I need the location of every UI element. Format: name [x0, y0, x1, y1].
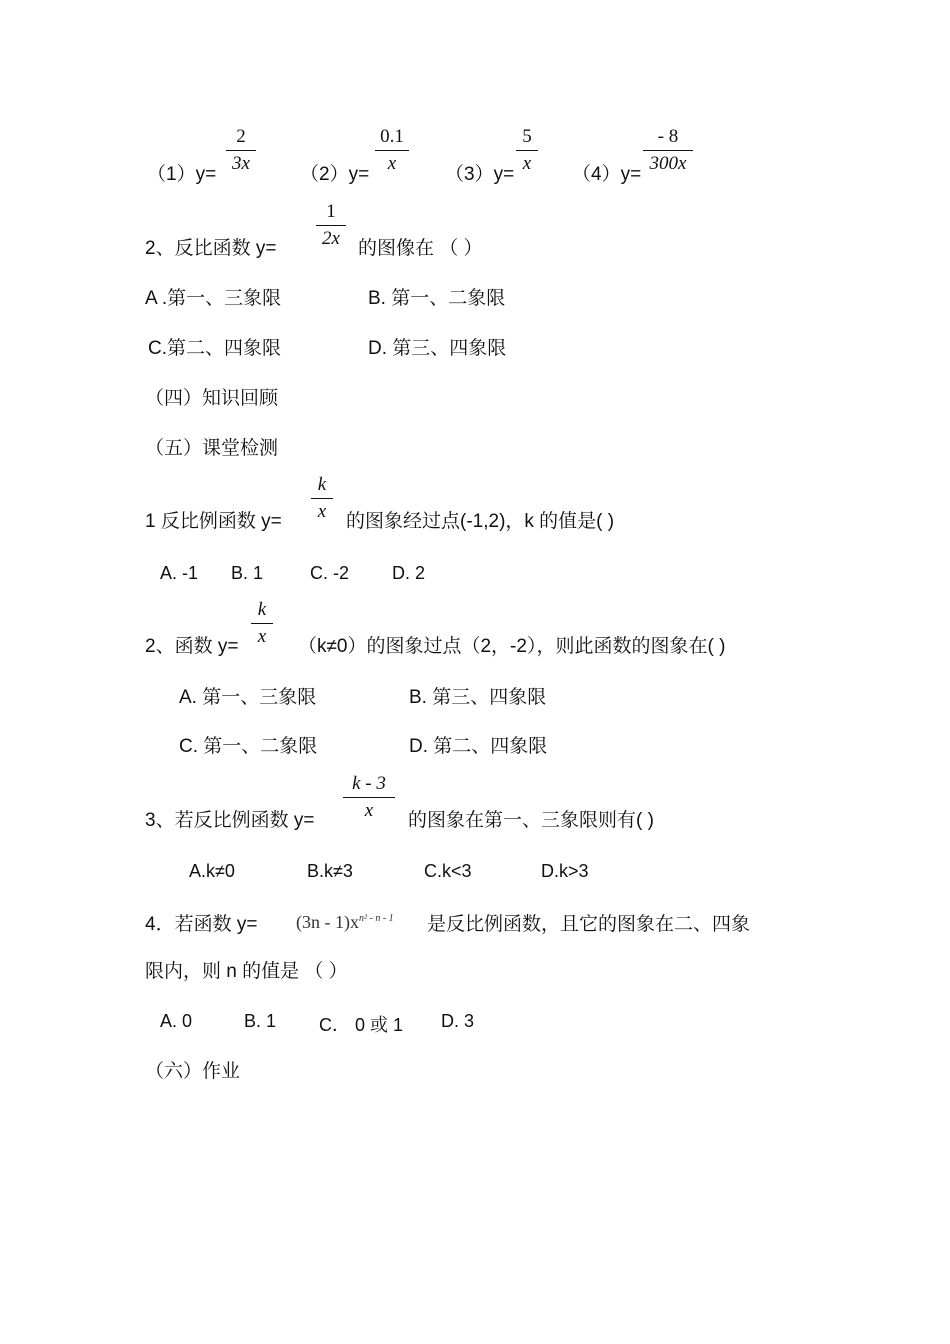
t1-option-b: B. 1	[231, 563, 264, 583]
t4-option-d: D. 3	[441, 1011, 475, 1031]
numerator: k - 3	[343, 773, 395, 798]
t2-option-c: C. 第一、二象限	[179, 736, 318, 757]
t3-option-c: C.k<3	[424, 861, 472, 881]
q1-item-1-fraction	[226, 126, 256, 175]
denominator: x	[317, 501, 327, 522]
t3-suffix: 的图象在第一、三象限则有( )	[408, 810, 654, 831]
q1-item-2-fraction	[375, 126, 409, 175]
t3-option-d: D.k>3	[541, 861, 589, 881]
t1-fraction	[311, 474, 333, 523]
denominator: x	[257, 626, 267, 647]
denominator: x	[364, 800, 374, 821]
denominator: x	[522, 153, 532, 174]
t2-option-d: D. 第二、四象限	[409, 736, 548, 757]
t4-option-c: C． 0 或 1	[319, 1015, 404, 1035]
q2-suffix: 的图像在 （ ）	[358, 238, 483, 259]
q1-item-2-label: （2）y=	[300, 164, 370, 185]
t1-suffix: 的图象经过点(-1,2)，k 的值是( )	[346, 511, 615, 532]
t1-option-a: A. -1	[160, 563, 199, 583]
section-heading-5: （五）课堂检测	[145, 438, 279, 459]
t2-option-a: A. 第一、三象限	[179, 687, 317, 708]
t4-line2: 限内，则 n 的值是 （ ）	[145, 961, 348, 982]
t4-option-b: B. 1	[244, 1011, 277, 1031]
t4-exponent: n² - n - 1	[358, 913, 394, 924]
q2-option-a: A .第一、三象限	[145, 288, 282, 309]
t3-option-b: B.k≠3	[307, 861, 353, 881]
q1-item-4-fraction	[643, 126, 693, 175]
q2-fraction	[316, 201, 346, 250]
numerator: k	[251, 599, 273, 624]
t4-prefix: 4．若函数 y=	[145, 914, 258, 935]
q1-item-4-label: （4）y=	[572, 164, 642, 185]
t2-option-b: B. 第三、四象限	[409, 687, 547, 708]
denominator: x	[387, 153, 397, 174]
numerator: - 8	[643, 126, 693, 151]
numerator: 0.1	[375, 126, 409, 151]
section-heading-4: （四）知识回顾	[145, 388, 279, 409]
denominator: 300x	[649, 153, 687, 174]
q1-item-3-label: （3）y=	[445, 164, 515, 185]
q2-option-c: C.第二、四象限	[148, 338, 282, 359]
t1-prefix: 1 反比例函数 y=	[145, 511, 282, 532]
q1-item-1-label: （1）y=	[147, 164, 217, 185]
q2-option-b: B. 第一、二象限	[368, 288, 506, 309]
q2-option-d: D. 第三、四象限	[368, 338, 507, 359]
numerator: 2	[226, 126, 256, 151]
t2-prefix: 2、函数 y=	[145, 636, 239, 657]
t2-fraction	[251, 599, 273, 648]
q1-item-3-fraction	[516, 126, 538, 175]
denominator: 2x	[322, 228, 340, 249]
t4-expression	[296, 907, 394, 934]
numerator: 5	[516, 126, 538, 151]
t3-fraction	[343, 773, 395, 822]
t3-prefix: 3、若反比例函数 y=	[145, 810, 315, 831]
section-heading-6: （六）作业	[145, 1061, 241, 1082]
numerator: 1	[316, 201, 346, 226]
t4-suffix: 是反比例函数，且它的图象在二、四象	[427, 914, 751, 935]
t3-option-a: A.k≠0	[189, 861, 235, 881]
t1-option-d: D. 2	[392, 563, 426, 583]
q2-prefix: 2、反比函数 y=	[145, 238, 277, 259]
denominator: 3x	[232, 153, 250, 174]
numerator: k	[311, 474, 333, 499]
t4-base: (3n - 1)x	[296, 912, 359, 932]
t2-suffix: （k≠0）的图象过点（2，-2），则此函数的图象在( )	[298, 636, 726, 657]
t4-option-a: A. 0	[160, 1011, 193, 1031]
t1-option-c: C. -2	[310, 563, 350, 583]
